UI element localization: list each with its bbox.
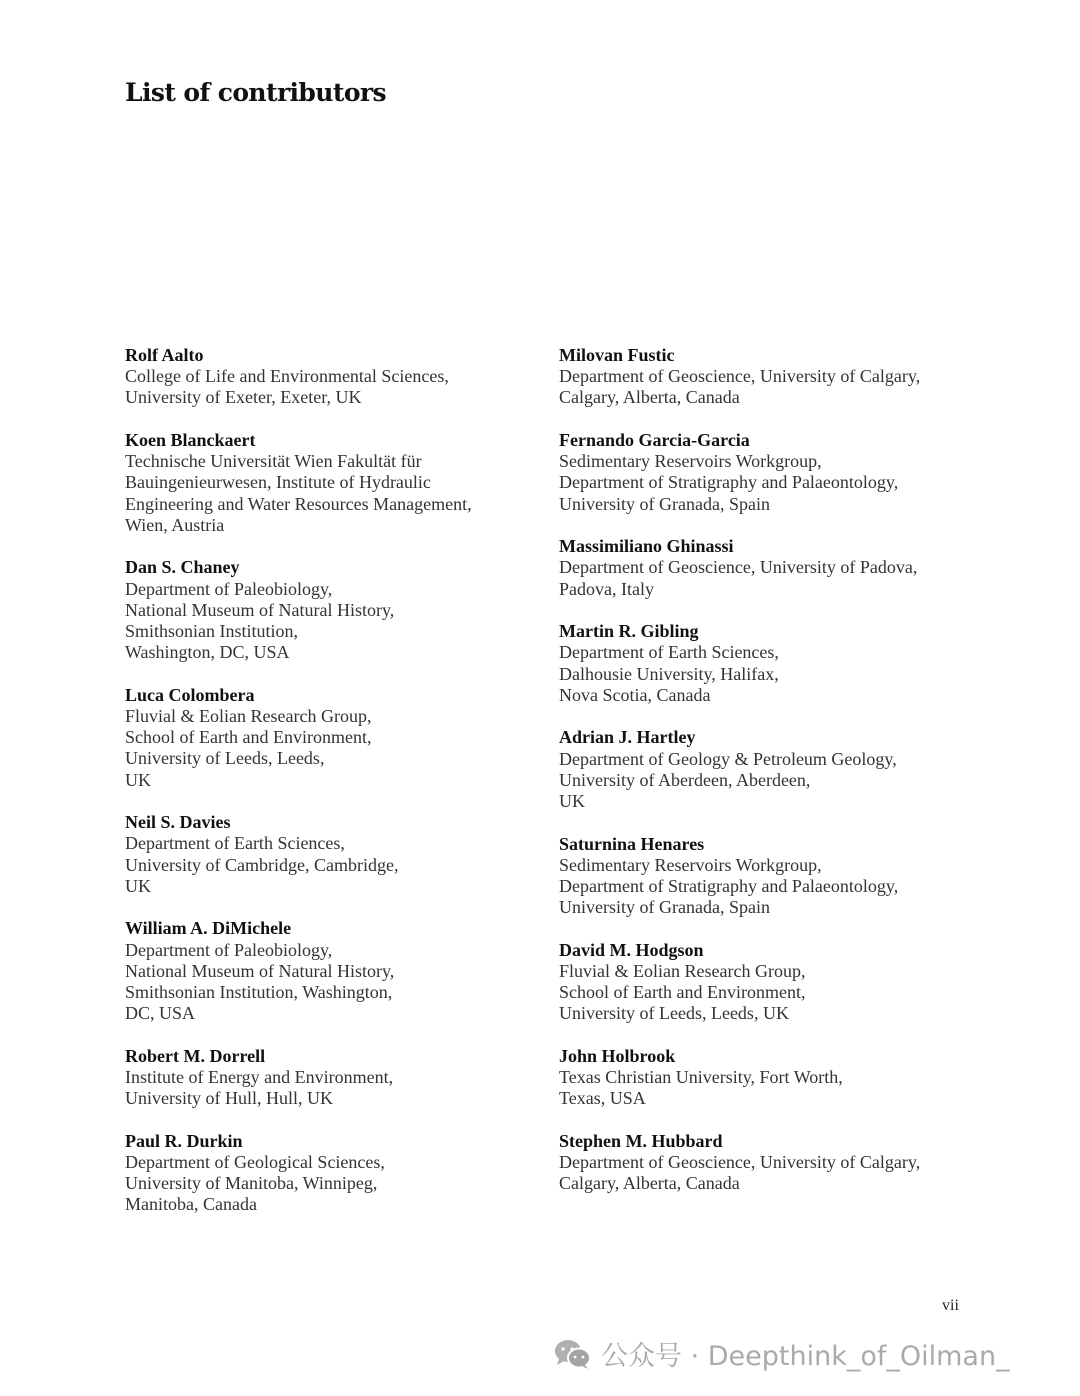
contributor-affiliation-line: Department of Paleobiology, [125, 578, 333, 599]
contributor-entry [125, 685, 545, 791]
contributor-affiliation-line: Padova, Italy [559, 578, 654, 599]
contributor-affiliation-line: Department of Geology & Petroleum Geology, [559, 748, 897, 769]
contributor-name: Massimiliano Ghinassi [559, 536, 734, 557]
contributor-entry [559, 536, 979, 600]
contributor-affiliation-line: Bauingenieurwesen, Institute of Hydraulic [125, 472, 431, 493]
contributor-name: Adrian J. Hartley [559, 727, 696, 748]
contributor-affiliation-line: Sedimentary Reservoirs Workgroup, [559, 854, 822, 875]
contributor-affiliation-line: University of Exeter, Exeter, UK [125, 387, 362, 408]
contributor-affiliation-line: National Museum of Natural History, [125, 599, 395, 620]
contributor-affiliation-line: Technische Universität Wien Fakultät für [125, 451, 422, 472]
contributor-name: Koen Blanckaert [125, 430, 256, 450]
contributor-affiliation-line: Department of Paleobiology, [125, 939, 333, 960]
contributor-name: Paul R. Durkin [125, 1130, 243, 1151]
contributor-affiliation-line: Department of Stratigraphy and Palaeontology, [559, 876, 899, 897]
contributor-affiliation-line: School of Earth and Environment, [559, 982, 806, 1003]
contributor-name: Robert M. Dorrell [125, 1045, 266, 1066]
contributor-name: Milovan Fustic [559, 345, 675, 365]
contributor-affiliation-line: Department of Stratigraphy and Palaeontology, [559, 472, 899, 493]
contributor-affiliation-line: Department of Geoscience, University of Calgary, [559, 366, 921, 387]
contributor-entry [125, 430, 545, 536]
contributor-name: Fernando Garcia-Garcia [559, 430, 750, 450]
contributor-affiliation-line: College of Life and Environmental Sciences, [125, 366, 449, 387]
contributor-affiliation-line: Department of Geoscience, University of Padova, [559, 557, 918, 578]
contributor-name: Martin R. Gibling [559, 621, 699, 642]
contributor-affiliation-line: Nova Scotia, Canada [559, 684, 711, 705]
contributor-affiliation-line: School of Earth and Environment, [125, 727, 372, 748]
contributor-affiliation-line: Dalhousie University, Halifax, [559, 663, 779, 684]
contributor-affiliation-line: University of Leeds, Leeds, UK [559, 1003, 789, 1024]
contributor-entry [559, 834, 979, 919]
contributor-entry [559, 1046, 979, 1110]
contributor-affiliation-line: Manitoba, Canada [125, 1194, 257, 1215]
contributor-name: William A. DiMichele [125, 918, 292, 939]
contributor-name: Saturnina Henares [559, 833, 705, 854]
contributor-affiliation-line: National Museum of Natural History, [125, 960, 395, 981]
contributor-affiliation-line: UK [559, 791, 585, 812]
contributor-affiliation-line: Smithsonian Institution, [125, 621, 299, 642]
contributor-entry [559, 345, 979, 409]
contributor-affiliation-line: Calgary, Alberta, Canada [559, 387, 740, 408]
wechat-icon [553, 1338, 593, 1370]
contributor-entry [559, 1131, 979, 1195]
contributors-left-column [125, 345, 545, 1216]
contributor-affiliation-line: University of Leeds, Leeds, [125, 748, 325, 769]
watermark-text: 公众号 · Deepthink_of_Oilman_ [601, 1341, 1010, 1372]
contributor-entry [125, 918, 545, 1024]
contributor-name: Neil S. Davies [125, 812, 231, 833]
contributor-affiliation-line: Department of Earth Sciences, [125, 833, 345, 854]
contributor-affiliation-line: University of Granada, Spain [559, 897, 770, 918]
contributor-affiliation-line: Engineering and Water Resources Management, [125, 493, 472, 514]
contributor-affiliation-line: Department of Earth Sciences, [559, 642, 779, 663]
contributor-affiliation-line: Department of Geological Sciences, [125, 1152, 385, 1173]
contributor-entry [125, 1046, 545, 1110]
contributor-affiliation-line: Institute of Energy and Environment, [125, 1067, 394, 1088]
page-number: vii [942, 1297, 959, 1314]
contributor-affiliation-line: Texas, USA [559, 1088, 646, 1109]
contributor-affiliation-line: Department of Geoscience, University of Calgary, [559, 1152, 921, 1173]
contributor-affiliation-line: Smithsonian Institution, Washington, [125, 982, 393, 1003]
contributor-affiliation-line: DC, USA [125, 1003, 196, 1024]
contributor-affiliation-line: Fluvial & Eolian Research Group, [125, 706, 372, 727]
contributor-name: David M. Hodgson [559, 939, 704, 960]
contributor-affiliation-line: Wien, Austria [125, 514, 225, 535]
contributor-entry [125, 1131, 545, 1216]
contributor-affiliation-line: UK [125, 875, 151, 896]
contributor-entry [559, 621, 979, 706]
contributor-affiliation-line: Fluvial & Eolian Research Group, [559, 961, 806, 982]
contributor-name: Rolf Aalto [125, 345, 204, 365]
contributor-affiliation-line: University of Aberdeen, Aberdeen, [559, 769, 811, 790]
contributor-entry [559, 727, 979, 812]
contributor-affiliation-line: University of Manitoba, Winnipeg, [125, 1173, 378, 1194]
contributor-affiliation-line: Texas Christian University, Fort Worth, [559, 1067, 843, 1088]
page-title: List of contributors [125, 78, 386, 107]
contributor-entry [559, 940, 979, 1025]
contributor-affiliation-line: Calgary, Alberta, Canada [559, 1173, 740, 1194]
contributor-affiliation-line: Washington, DC, USA [125, 642, 290, 663]
contributor-name: Dan S. Chaney [125, 557, 240, 578]
contributors-right-column [559, 345, 979, 1195]
contributor-affiliation-line: University of Hull, Hull, UK [125, 1088, 333, 1109]
watermark [553, 1334, 1010, 1373]
contributor-entry [125, 345, 545, 409]
contributor-name: Luca Colombera [125, 684, 255, 705]
contributor-affiliation-line: University of Granada, Spain [559, 493, 770, 514]
contributor-name: John Holbrook [559, 1046, 676, 1067]
contributor-name: Stephen M. Hubbard [559, 1131, 723, 1152]
contributor-affiliation-line: Sedimentary Reservoirs Workgroup, [559, 451, 822, 472]
contributor-affiliation-line: University of Cambridge, Cambridge, [125, 854, 399, 875]
contributor-entry [559, 430, 979, 515]
contributor-affiliation-line: UK [125, 769, 151, 790]
contributor-entry [125, 557, 545, 663]
contributor-entry [125, 812, 545, 897]
